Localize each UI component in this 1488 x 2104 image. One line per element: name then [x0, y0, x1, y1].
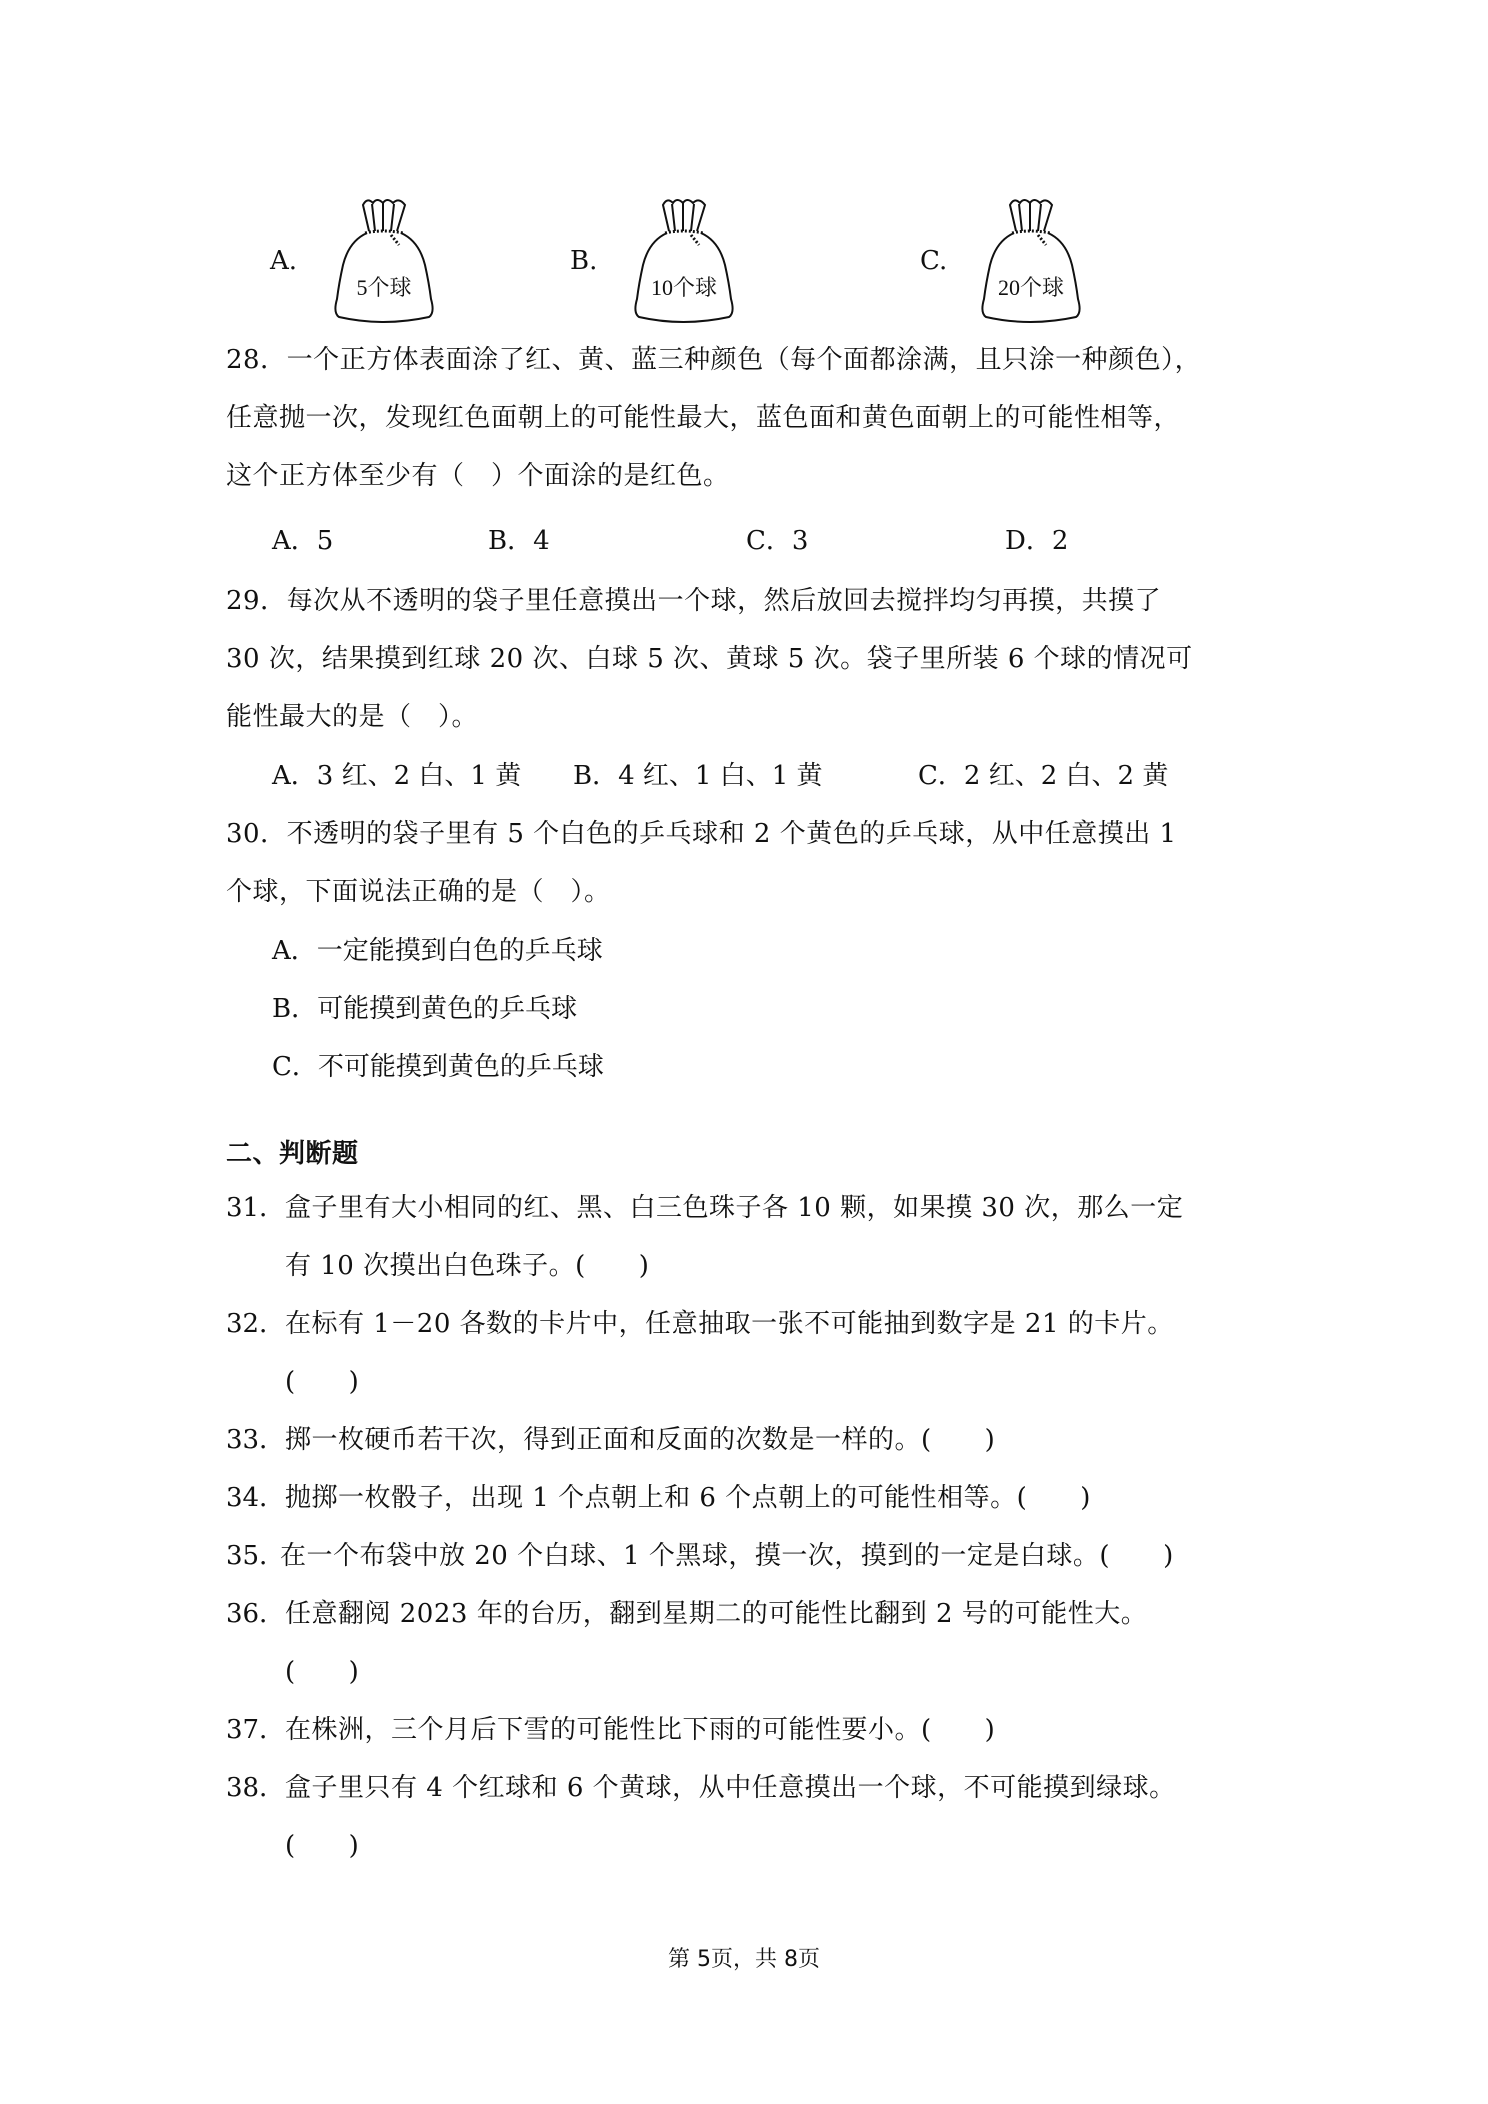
q30-option-c: C．不可能摸到黄色的乒乓球 — [272, 1052, 604, 1082]
q38-line-1: 盒子里只有 4 个红球和 6 个黄球，从中任意摸出一个球，不可能摸到绿球。 — [285, 1773, 1176, 1803]
option-letter: A. — [270, 246, 298, 276]
q27-option-b — [570, 195, 770, 325]
bag-icon — [625, 195, 743, 323]
q32-number: 32． — [226, 1309, 286, 1339]
q29-option-b: B．4 红、1 白、1 黄 — [573, 761, 823, 791]
q30-option-b: B．可能摸到黄色的乒乓球 — [272, 994, 578, 1024]
q29-line-1: 29．每次从不透明的袋子里任意摸出一个球，然后放回去搅拌均匀再摸，共摸了 — [226, 586, 1162, 616]
q28-option-b: B．4 — [488, 526, 550, 556]
q32-line-1: 在标有 1－20 各数的卡片中，任意抽取一张不可能抽到数字是 21 的卡片。 — [285, 1309, 1174, 1339]
q30-line-1: 30．不透明的袋子里有 5 个白色的乒乓球和 2 个黄色的乒乓球，从中任意摸出 1 — [226, 819, 1177, 849]
q37-number: 37． — [226, 1715, 286, 1745]
q36-line-1: 任意翻阅 2023 年的台历，翻到星期二的可能性比翻到 2 号的可能性大。 — [285, 1599, 1148, 1629]
q28-line-2: 任意抛一次，发现红色面朝上的可能性最大，蓝色面和黄色面朝上的可能性相等， — [226, 403, 1181, 433]
q31-number: 31． — [226, 1193, 286, 1223]
q30-option-a: A．一定能摸到白色的乒乓球 — [272, 936, 603, 966]
option-letter: C. — [920, 246, 948, 276]
q29-line-3: 能性最大的是（ ）。 — [226, 702, 479, 732]
bag-icon — [972, 195, 1090, 323]
q33-number: 33． — [226, 1425, 286, 1455]
q29-option-a: A．3 红、2 白、1 黄 — [272, 761, 522, 791]
q34-number: 34． — [226, 1483, 286, 1513]
q31-line-1: 盒子里有大小相同的红、黑、白三色珠子各 10 颗，如果摸 30 次，那么一定 — [285, 1193, 1184, 1223]
q28-option-a: A．5 — [272, 526, 334, 556]
page-footer: 第 5页，共 8页 — [668, 1947, 820, 1972]
q35-number: 35． — [226, 1541, 286, 1571]
q28-line-3: 这个正方体至少有（ ）个面涂的是红色。 — [226, 461, 730, 491]
q29-line-2: 30 次，结果摸到红球 20 次、白球 5 次、黄球 5 次。袋子里所装 6 个球的情况可 — [226, 644, 1193, 674]
q28-option-c: C．3 — [746, 526, 809, 556]
q27-option-c — [920, 195, 1120, 325]
q27-option-a — [270, 195, 470, 325]
section-title-judgement: 二、判断题 — [226, 1139, 359, 1169]
bag-icon — [325, 195, 443, 323]
q35-line-1: 在一个布袋中放 20 个白球、1 个黑球，摸一次，摸到的一定是白球。( ) — [280, 1541, 1174, 1571]
q28-line-1: 28．一个正方体表面涂了红、黄、蓝三种颜色（每个面都涂满，且只涂一种颜色）， — [226, 345, 1202, 375]
q36-answer-blank: ( ) — [285, 1657, 360, 1687]
q31-line-2: 有 10 次摸出白色珠子。( ) — [285, 1251, 650, 1281]
bag-label: 5个球 — [356, 275, 412, 300]
q29-option-c: C．2 红、2 白、2 黄 — [918, 761, 1169, 791]
q32-answer-blank: ( ) — [285, 1367, 360, 1397]
option-letter: B. — [570, 246, 598, 276]
q36-number: 36． — [226, 1599, 286, 1629]
q37-line-1: 在株洲，三个月后下雪的可能性比下雨的可能性要小。( ) — [285, 1715, 996, 1745]
q28-option-d: D．2 — [1005, 526, 1069, 556]
q38-answer-blank: ( ) — [285, 1831, 360, 1861]
q34-line-1: 抛掷一枚骰子，出现 1 个点朝上和 6 个点朝上的可能性相等。( ) — [285, 1483, 1091, 1513]
q30-line-2: 个球，下面说法正确的是（ ）。 — [226, 877, 611, 907]
q33-line-1: 掷一枚硬币若干次，得到正面和反面的次数是一样的。( ) — [285, 1425, 996, 1455]
bag-label: 10个球 — [650, 275, 717, 300]
q38-number: 38． — [226, 1773, 286, 1803]
bag-label: 20个球 — [997, 275, 1064, 300]
